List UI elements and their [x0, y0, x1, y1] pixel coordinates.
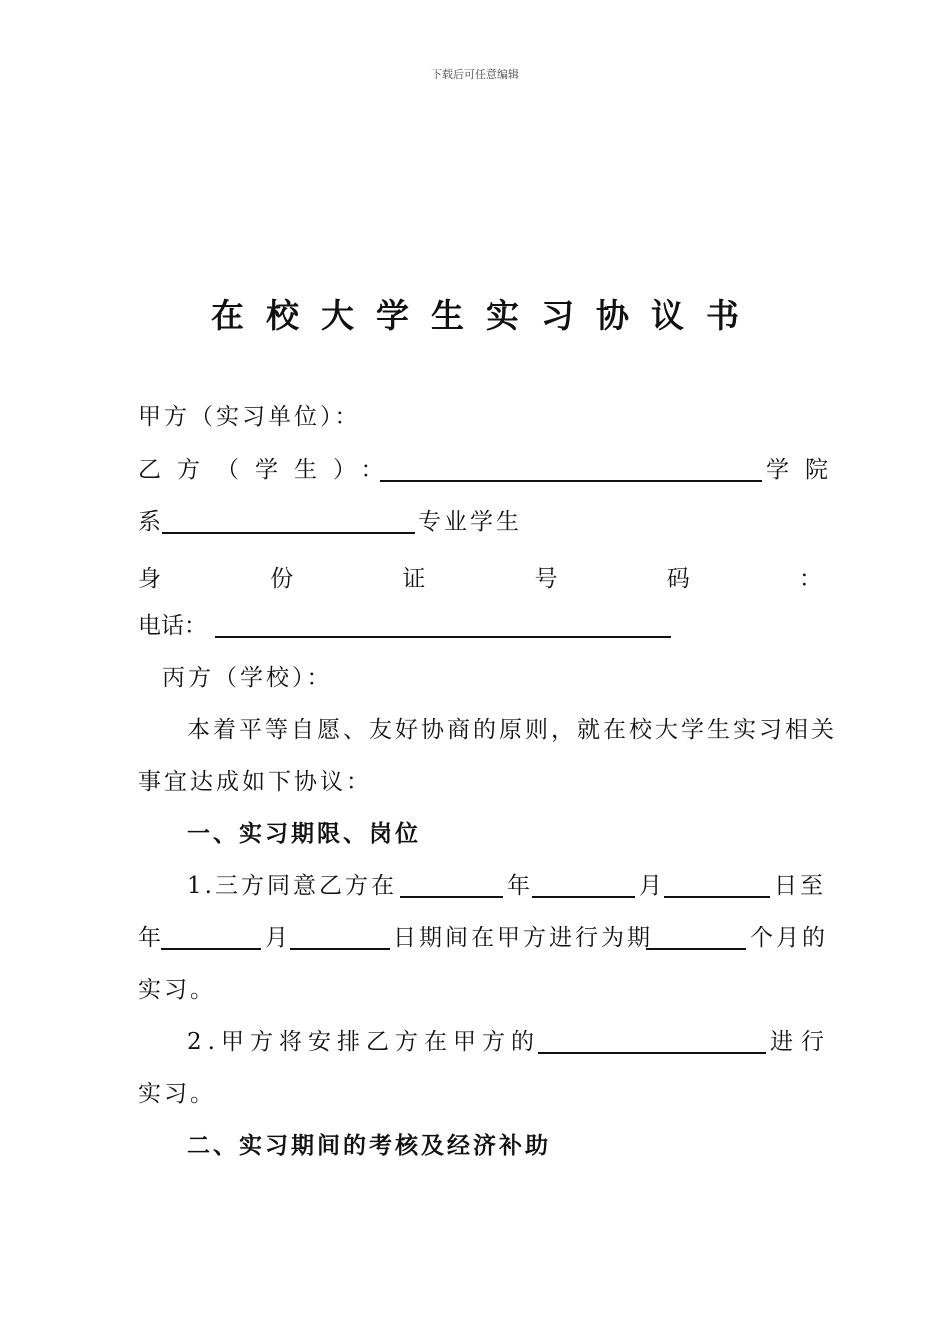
period-text: 日期间在甲方进行为期 — [393, 925, 653, 951]
document-title: 在校大学生实习协议书 — [211, 296, 761, 335]
end-year-blank[interactable] — [161, 924, 261, 950]
item-2-suffix: 进行 — [770, 1029, 832, 1055]
item-1-end: 实习。 — [138, 977, 216, 1003]
month-label: 月 — [639, 873, 662, 899]
college-blank[interactable] — [380, 456, 762, 482]
start-month-blank[interactable] — [532, 872, 635, 898]
party-b-line — [138, 455, 400, 485]
party-a-label: 甲方（实习单位）： — [138, 404, 361, 430]
id-number-label — [138, 560, 822, 593]
year-label: 年 — [507, 873, 530, 899]
item-1-prefix: 1.三方同意乙方在 — [187, 873, 397, 899]
dept-prefix: 系 — [138, 509, 161, 535]
id-char: 号 — [534, 566, 558, 592]
item-2-prefix: 2.甲方将安排乙方在甲方的 — [187, 1029, 540, 1055]
year2-label: 年 — [138, 925, 161, 951]
item-2-end: 实习。 — [138, 1081, 216, 1107]
party-c-label: 丙方（学校）： — [162, 665, 333, 691]
section-1-heading: 一、实习期限、岗位 — [187, 820, 421, 847]
month2-label: 月 — [265, 925, 288, 951]
intro-line-2: 事宜达成如下协议： — [138, 769, 372, 795]
intro-line-1: 本着平等自愿、友好协商的原则，就在校大学生实习相关 — [187, 717, 837, 743]
dept-blank[interactable] — [162, 508, 415, 534]
start-day-blank[interactable] — [664, 872, 770, 898]
header-note: 下载后可任意编辑 — [431, 68, 519, 81]
section-2-heading: 二、实习期间的考核及经济补助 — [187, 1132, 551, 1159]
position-blank[interactable] — [538, 1028, 766, 1054]
months-suffix: 个月的 — [750, 925, 828, 951]
start-year-blank[interactable] — [400, 872, 503, 898]
id-char: 身 — [138, 566, 161, 592]
college-suffix: 学院 — [766, 457, 844, 483]
months-blank[interactable] — [646, 924, 746, 950]
id-char: 证 — [402, 566, 426, 592]
id-char: 份 — [270, 566, 294, 592]
major-suffix: 专业学生 — [418, 509, 522, 535]
phone-label: 电话： — [138, 613, 207, 639]
id-char: ： — [798, 566, 822, 592]
id-char: 码 — [666, 566, 690, 592]
party-b-label: 乙方（学生）： — [138, 457, 400, 483]
day-to-label: 日至 — [774, 873, 826, 899]
end-month-blank[interactable] — [290, 924, 390, 950]
phone-blank[interactable] — [215, 612, 671, 638]
